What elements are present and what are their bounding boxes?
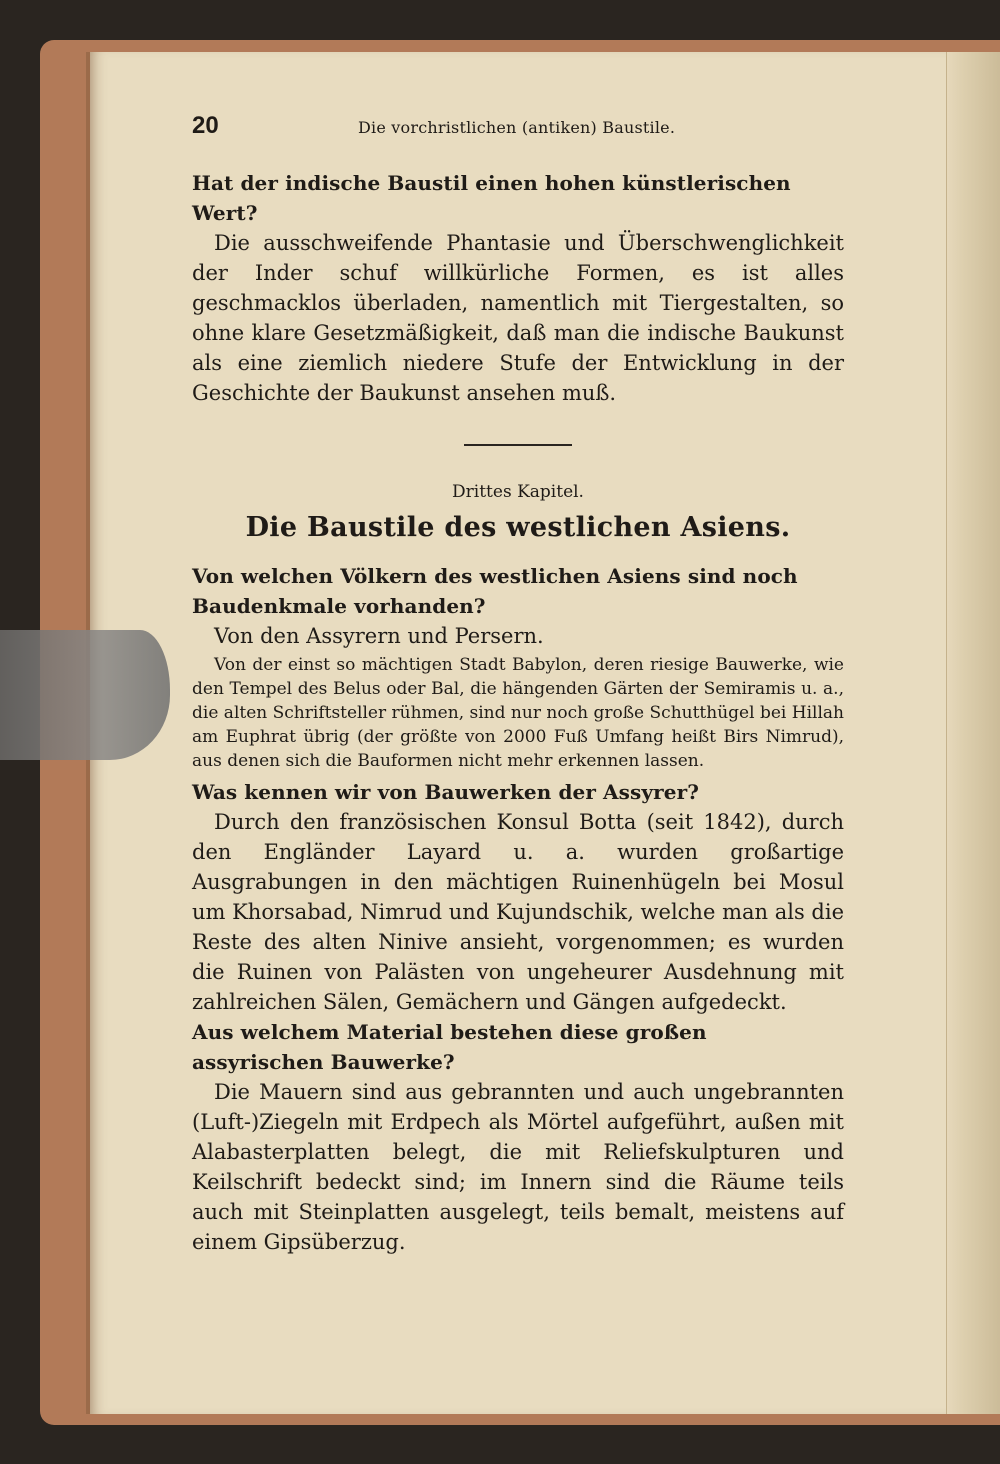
chapter-label: Drittes Kapitel. <box>452 482 584 502</box>
running-title: Die vorchristlichen (antiken) Baustile. <box>358 118 676 137</box>
page-header <box>192 112 844 146</box>
question-material: Aus welchem Material bestehen diese großen assyrischen Bauwerke? <box>192 1020 707 1074</box>
answer-babylon-detail: Von der einst so mächtigen Stadt Babylon, deren riesige Bauwerke, wie den Tempel des Belus oder Bal, die hängenden Gärten der Semiramis u. a., die alten Schriftsteller rühmen, sind nur noch große Schutthügel bei Hillah am Euphrat übrig (der größte von 2000 Fuß Umfang heißt Birs Nimrud), aus denen sich die Bauformen nicht mehr erkennen lassen. <box>192 655 844 771</box>
answer-indian-style: Die ausschweifende Phantasie und Überschwenglichkeit der Inder schuf willkürliche Formen, es ist alles geschmacklos überladen, namentlich mit Tiergestalten, so ohne klare Gesetzmäßigkeit, daß man die indische Baukunst als eine ziemlich niedere Stufe der Entwicklung in der Geschichte der Baukunst ansehen muß. <box>192 231 844 405</box>
answer-peoples: Von den Assyrern und Persern. <box>214 624 544 648</box>
answer-assyrian-buildings: Durch den französischen Konsul Botta (seit 1842), durch den Engländer Layard u. a. wurden großartige Ausgrabungen in den mächtigen Ruinenhügeln bei Mosul um Khorsabad, Nimrud und Kujundschik, welche man als die Reste des alten Ninive ansieht, vorgenommen; es wurden die Ruinen von Palästen von ungeheurer Ausdehnung mit zahlreichen Sälen, Gemächern und Gängen aufgedeckt. <box>192 810 844 1014</box>
page-content <box>192 112 844 1257</box>
scanner-clip <box>0 630 170 760</box>
section-divider <box>464 444 572 446</box>
page-number: 20 <box>192 112 219 139</box>
page-edge <box>946 52 1000 1414</box>
question-peoples: Von welchen Völkern des westlichen Asiens sind noch Baudenkmale vorhanden? <box>192 564 798 618</box>
question-assyrian-buildings: Was kennen wir von Bauwerken der Assyrer? <box>192 780 700 804</box>
chapter-title: Die Baustile des westlichen Asiens. <box>245 512 791 543</box>
answer-material: Die Mauern sind aus gebrannten und auch ungebrannten (Luft-)Ziegeln mit Erdpech als Mörtel aufgeführt, außen mit Alabasterplatten belegt, die mit Reliefskulpturen und Keilschrift bedeckt sind; im Innern sind die Räume teils auch mit Steinplatten ausgelegt, teils bemalt, meistens auf einem Gipsüberzug. <box>192 1080 844 1254</box>
question-indian-style: Hat der indische Baustil einen hohen künstlerischen Wert? <box>192 171 791 225</box>
